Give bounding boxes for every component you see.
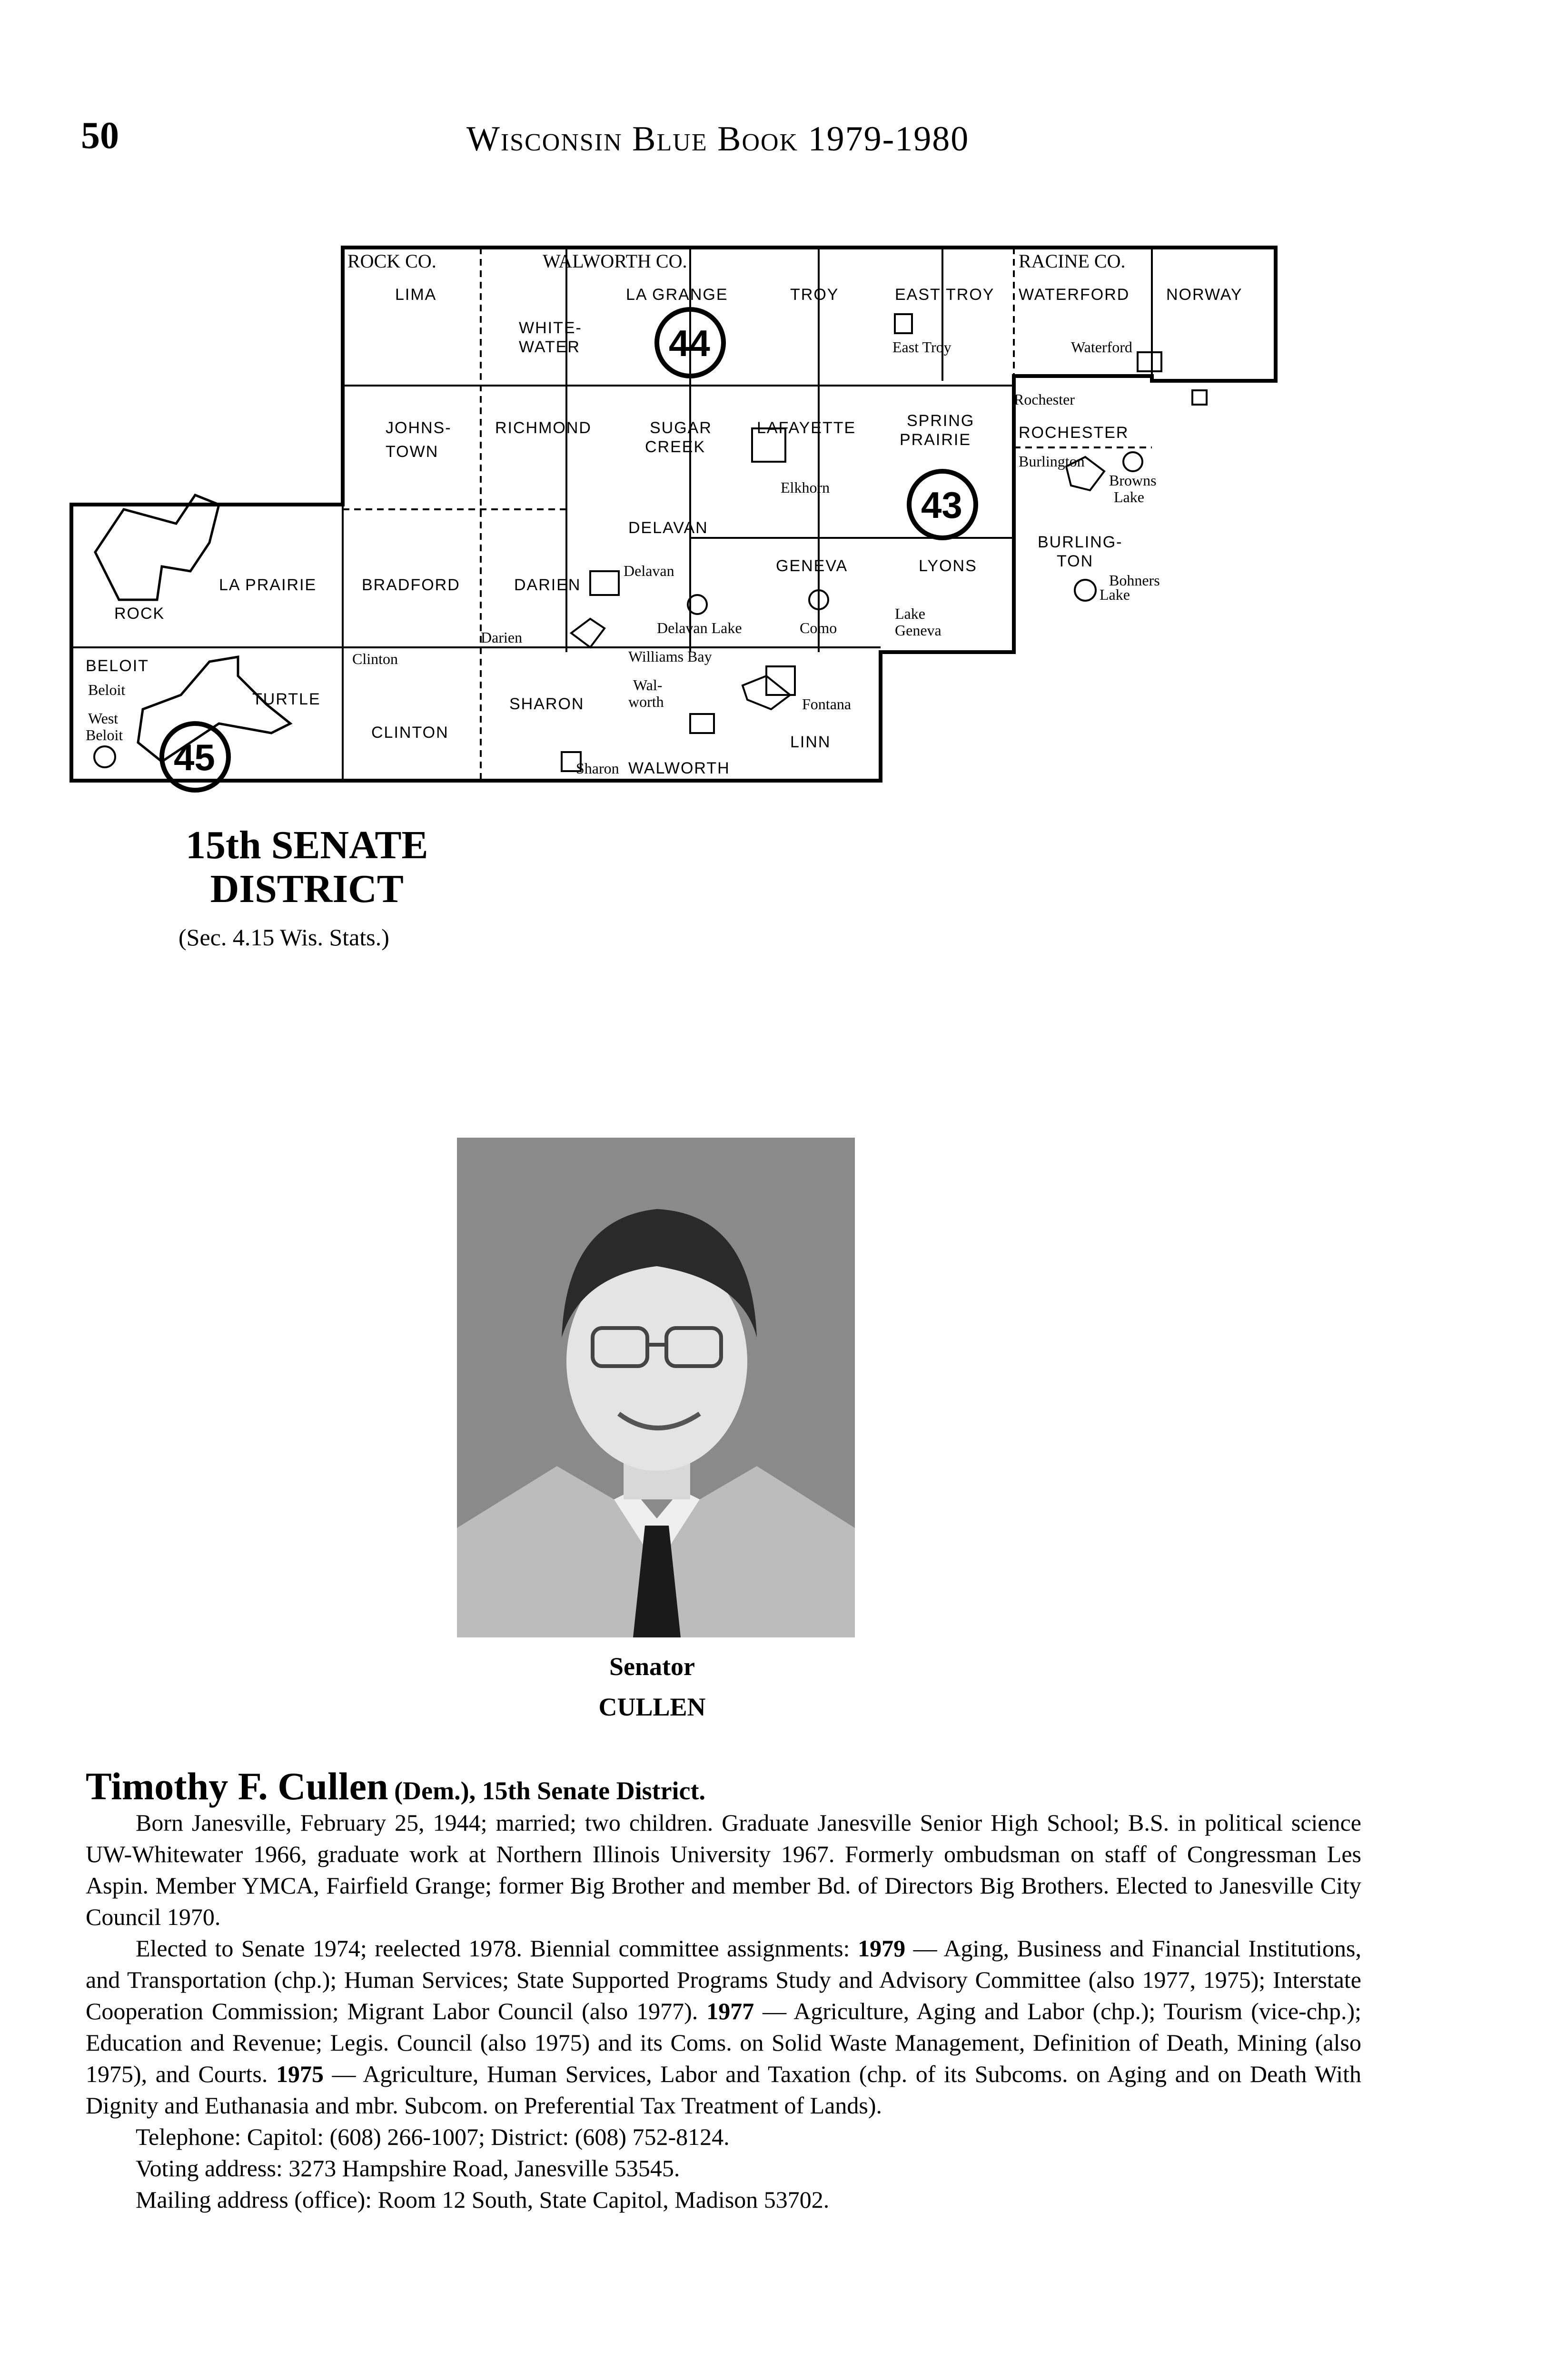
town-la-prairie: LA PRAIRIE bbox=[219, 576, 317, 594]
town-la-grange: LA GRANGE bbox=[626, 286, 728, 304]
town-burlington-2: TON bbox=[1057, 552, 1094, 570]
district-heading-line1: 15th SENATE bbox=[186, 823, 428, 867]
town-spring-prairie-2: PRAIRIE bbox=[900, 431, 971, 449]
senate-district-map bbox=[67, 238, 1285, 800]
town-sugar-creek: SUGAR bbox=[650, 419, 712, 437]
biography-paragraph-2 bbox=[86, 1933, 1361, 2121]
city-bohners-lake: Bohners bbox=[1109, 572, 1160, 589]
town-waterford: WATERFORD bbox=[1019, 286, 1130, 304]
senator-district: , 15th Senate District. bbox=[469, 1776, 706, 1805]
city-delavan: Delavan bbox=[624, 562, 674, 579]
town-richmond: RICHMOND bbox=[495, 419, 592, 437]
committee-1977: — Agriculture, Aging and Labor (chp.); Tourism (vice-chp.); Education and Revenue; Legis. Council (also 1975) and its Coms. on Solid Waste Management, Definition of Death, Mining (also 1975), and Courts. bbox=[86, 1998, 1362, 2087]
city-lake-geneva: Lake bbox=[895, 605, 925, 622]
town-lafayette: LAFAYETTE bbox=[757, 419, 856, 437]
city-west-beloit-2: Beloit bbox=[86, 726, 123, 744]
page-number: 50 bbox=[81, 115, 119, 157]
photo-caption-name: CULLEN bbox=[598, 1693, 706, 1721]
running-title: Wisconsin Blue Book 1979-1980 bbox=[466, 119, 970, 159]
town-bradford: BRADFORD bbox=[362, 576, 460, 594]
town-sharon: SHARON bbox=[509, 695, 585, 713]
district-44-label: 44 bbox=[669, 322, 710, 364]
town-lima: LIMA bbox=[395, 286, 437, 304]
city-fontana: Fontana bbox=[802, 695, 852, 713]
district-heading bbox=[186, 823, 428, 911]
telephone-line: Telephone: Capitol: (608) 266-1007; District: (608) 752-8124. bbox=[136, 2123, 730, 2150]
town-johnstown: JOHNS- bbox=[386, 419, 452, 437]
town-sugar-creek-2: CREEK bbox=[645, 438, 706, 456]
town-delavan: DELAVAN bbox=[628, 519, 708, 537]
city-como: Como bbox=[800, 619, 837, 636]
district-45-label: 45 bbox=[174, 736, 215, 778]
city-beloit: Beloit bbox=[88, 681, 126, 698]
committee-1975: — Agriculture, Human Services, Labor and Taxation (chp. of its Subcoms. on Aging and on Death With Dignity and Euthanasia and mbr. Subcom. on Preferential Tax Treatment of Lands). bbox=[86, 2061, 1362, 2119]
city-browns-lake-2: Lake bbox=[1114, 488, 1144, 506]
district-statute: (Sec. 4.15 Wis. Stats.) bbox=[178, 924, 389, 951]
senator-portrait bbox=[457, 1138, 855, 1637]
county-racine: RACINE CO. bbox=[1019, 250, 1126, 272]
town-linn: LINN bbox=[790, 733, 831, 751]
town-norway: NORWAY bbox=[1166, 286, 1243, 304]
town-johnstown-2: TOWN bbox=[386, 443, 439, 461]
mailing-address-line: Mailing address (office): Room 12 South, State Capitol, Madison 53702. bbox=[136, 2186, 830, 2213]
city-delavan-lake: Delavan Lake bbox=[657, 619, 742, 636]
town-clinton: CLINTON bbox=[371, 724, 449, 742]
town-spring-prairie: SPRING bbox=[907, 412, 975, 430]
town-troy: TROY bbox=[790, 286, 839, 304]
city-williams-bay: Williams Bay bbox=[628, 648, 712, 665]
biography-heading bbox=[86, 1765, 1361, 1808]
committee-intro: Elected to Senate 1974; reelected 1978. Biennial committee assignments: bbox=[136, 1935, 850, 1962]
voting-address-line: Voting address: 3273 Hampshire Road, Janesville 53545. bbox=[136, 2155, 680, 2182]
district-43-label: 43 bbox=[921, 484, 962, 526]
town-turtle: TURTLE bbox=[252, 690, 321, 708]
senator-party: (Dem.) bbox=[394, 1776, 469, 1805]
town-east-troy: EAST TROY bbox=[895, 286, 995, 304]
biography-paragraph-1: Born Janesville, February 25, 1944; married; two children. Graduate Janesville Senior High School; B.S. in political science UW-Whitewater 1966, graduate work at Northern Illinois University 1967. Formerly ombudsman on staff of Congressman Les Aspin. Member YMCA, Fairfield Grange; former Big Brother and member Bd. of Directors Big Brothers. Elected to Janesville City Council 1970. bbox=[86, 1809, 1361, 1930]
town-walworth: WALWORTH bbox=[628, 759, 730, 777]
city-west-beloit: West bbox=[88, 710, 119, 727]
city-walworth: Wal- bbox=[633, 676, 663, 694]
year-1977: 1977 bbox=[706, 1998, 754, 2024]
photo-caption-title: Senator bbox=[609, 1652, 695, 1681]
year-1975: 1975 bbox=[276, 2061, 324, 2087]
county-rock: ROCK CO. bbox=[347, 250, 436, 272]
county-walworth: WALWORTH CO. bbox=[543, 250, 687, 272]
city-bohners-lake-2: Lake bbox=[1100, 586, 1130, 603]
town-rock: ROCK bbox=[114, 605, 165, 623]
city-lake-geneva-2: Geneva bbox=[895, 622, 941, 639]
city-clinton: Clinton bbox=[352, 650, 398, 667]
river-line bbox=[95, 495, 219, 600]
city-sharon: Sharon bbox=[576, 760, 619, 777]
committee-1979: — Aging, Business and Financial Institutions, and Transportation (chp.); Human Services; State Supported Programs Study and Advisory Committee (also 1977, 1975); Interstate Cooperation Commission; Migrant Labor Council (also 1977). bbox=[86, 1935, 1362, 2024]
town-burlington: BURLING- bbox=[1038, 533, 1123, 551]
town-beloit: BELOIT bbox=[86, 657, 149, 675]
town-rochester: ROCHESTER bbox=[1019, 424, 1129, 442]
district-heading-line2: DISTRICT bbox=[210, 867, 404, 911]
city-east-troy: East Troy bbox=[892, 338, 951, 356]
town-geneva: GENEVA bbox=[776, 557, 848, 575]
town-whitewater-2: WATER bbox=[519, 338, 580, 356]
city-browns-lake: Browns bbox=[1109, 472, 1157, 489]
city-darien: Darien bbox=[481, 629, 523, 646]
year-1979: 1979 bbox=[858, 1935, 906, 1962]
city-waterford: Waterford bbox=[1071, 338, 1132, 356]
town-lyons: LYONS bbox=[919, 557, 977, 575]
town-darien: DARIEN bbox=[514, 576, 581, 594]
senator-name: Timothy F. Cullen bbox=[86, 1765, 388, 1808]
city-rochester: Rochester bbox=[1014, 391, 1075, 408]
city-elkhorn: Elkhorn bbox=[781, 479, 830, 496]
city-burlington: Burlington bbox=[1019, 453, 1085, 470]
biography bbox=[86, 1765, 1362, 2215]
city-walworth-2: worth bbox=[628, 693, 664, 710]
town-whitewater: WHITE- bbox=[519, 319, 582, 337]
